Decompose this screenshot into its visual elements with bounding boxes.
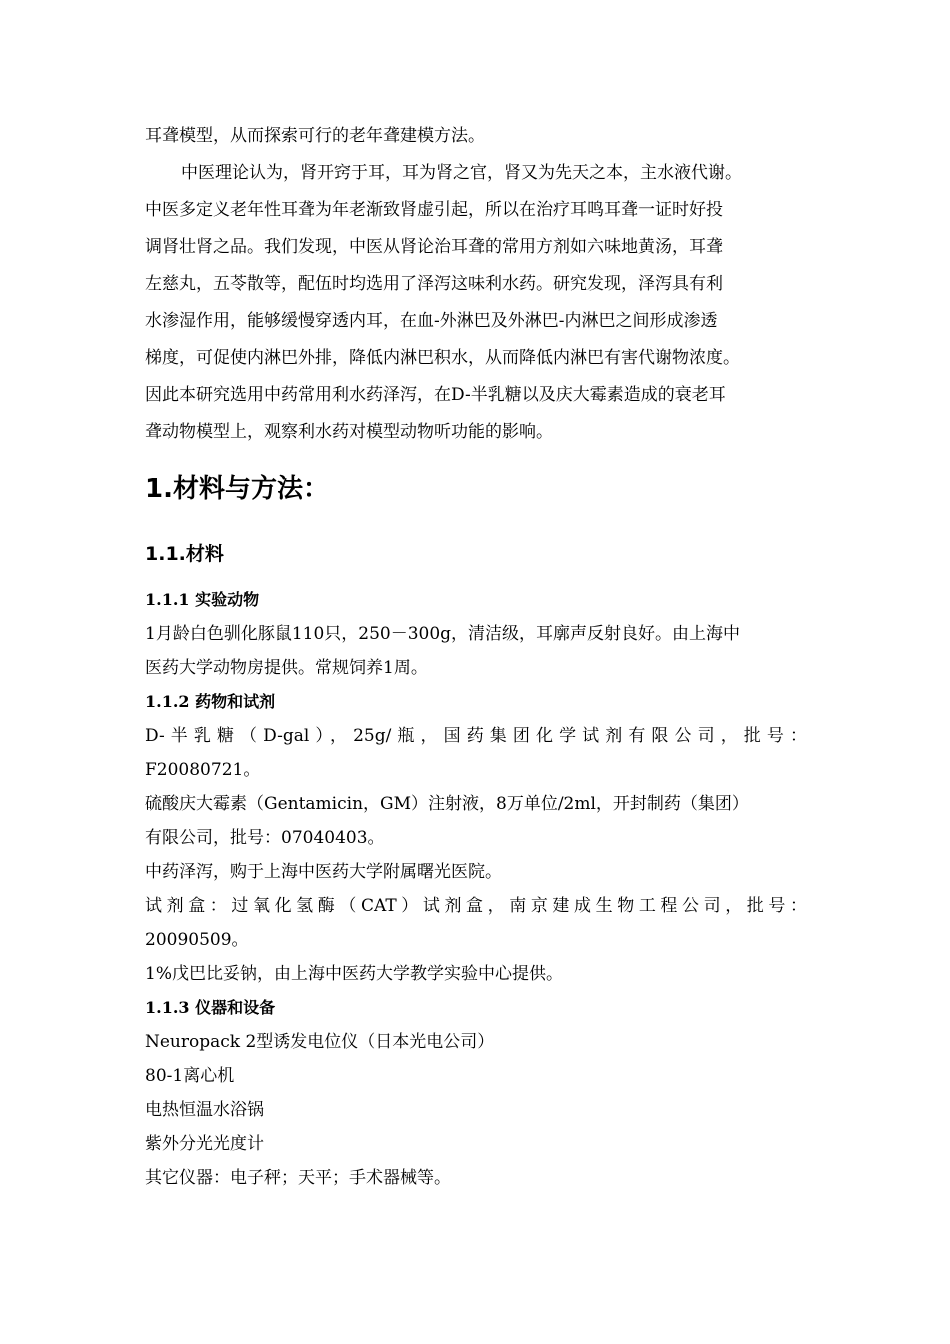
- reagent-item-line: 中药泽泻，购于上海中医药大学附属曙光医院。: [145, 862, 502, 882]
- intro-paragraph-end: 耳聋模型，从而探索可行的老年聋建模方法。: [145, 126, 485, 146]
- heading-experimental-animals: 1.1.1 实验动物: [145, 590, 260, 609]
- paragraph-line: 调肾壮肾之品。我们发现，中医从肾论治耳聋的常用方剂如六味地黄汤，耳聋: [145, 237, 723, 257]
- document-body: [145, 118, 807, 1195]
- paragraph-line: 中医理论认为，肾开窍于耳，耳为肾之官，肾又为先天之本，主水液代谢。: [181, 163, 742, 183]
- reagent-item-line: F20080721。: [145, 760, 261, 780]
- animals-line: 1月龄白色驯化豚鼠110只，250－300g，清洁级，耳廓声反射良好。由上海中: [145, 624, 741, 644]
- equipment-item: 80-1离心机: [145, 1066, 235, 1086]
- heading-instruments-equipment: 1.1.3 仪器和设备: [145, 998, 276, 1017]
- equipment-item: 其它仪器：电子秤；天平；手术器械等。: [145, 1168, 451, 1188]
- heading-drugs-reagents: 1.1.2 药物和试剂: [145, 692, 276, 711]
- equipment-item: 电热恒温水浴锅: [145, 1100, 264, 1120]
- reagent-item-line: 1%戊巴比妥钠，由上海中医药大学教学实验中心提供。: [145, 964, 563, 984]
- paragraph-line: 梯度，可促使内淋巴外排，降低内淋巴积水，从而降低内淋巴有害代谢物浓度。: [145, 348, 740, 368]
- reagent-item-line: 有限公司，批号：07040403。: [145, 828, 385, 848]
- section-heading-materials-methods: 1.材料与方法：: [145, 474, 329, 504]
- animals-line: 医药大学动物房提供。常规饲养1周。: [145, 658, 428, 678]
- paragraph-line: 中医多定义老年性耳聋为年老渐致肾虚引起，所以在治疗耳鸣耳聋一证时好投: [145, 200, 723, 220]
- reagent-item-line: 20090509。: [145, 930, 249, 950]
- reagent-item-line: D-半乳糖（D-gal），25g/瓶，国药集团化学试剂有限公司，批号：: [145, 726, 807, 746]
- subsection-heading-materials: 1.1.材料: [145, 543, 224, 565]
- tcm-theory-paragraph: [145, 155, 807, 451]
- paragraph-line: 聋动物模型上，观察利水药对模型动物听功能的影响。: [145, 422, 553, 442]
- reagent-item-line: 硫酸庆大霉素（Gentamicin，GM）注射液，8万单位/2ml，开封制药（集团）: [145, 794, 749, 814]
- paragraph-line: 水渗湿作用，能够缓慢穿透内耳，在血-外淋巴及外淋巴-内淋巴之间形成渗透: [145, 311, 718, 331]
- reagent-item-line: 试剂盒：过氧化氢酶（CAT）试剂盒，南京建成生物工程公司，批号：: [145, 896, 807, 916]
- equipment-item: 紫外分光光度计: [145, 1134, 264, 1154]
- paragraph-line: 因此本研究选用中药常用利水药泽泻，在D-半乳糖以及庆大霉素造成的衰老耳: [145, 385, 726, 405]
- equipment-item: Neuropack 2型诱发电位仪（日本光电公司）: [145, 1032, 495, 1052]
- paragraph-line: 左慈丸，五苓散等，配伍时均选用了泽泻这味利水药。研究发现，泽泻具有利: [145, 274, 723, 294]
